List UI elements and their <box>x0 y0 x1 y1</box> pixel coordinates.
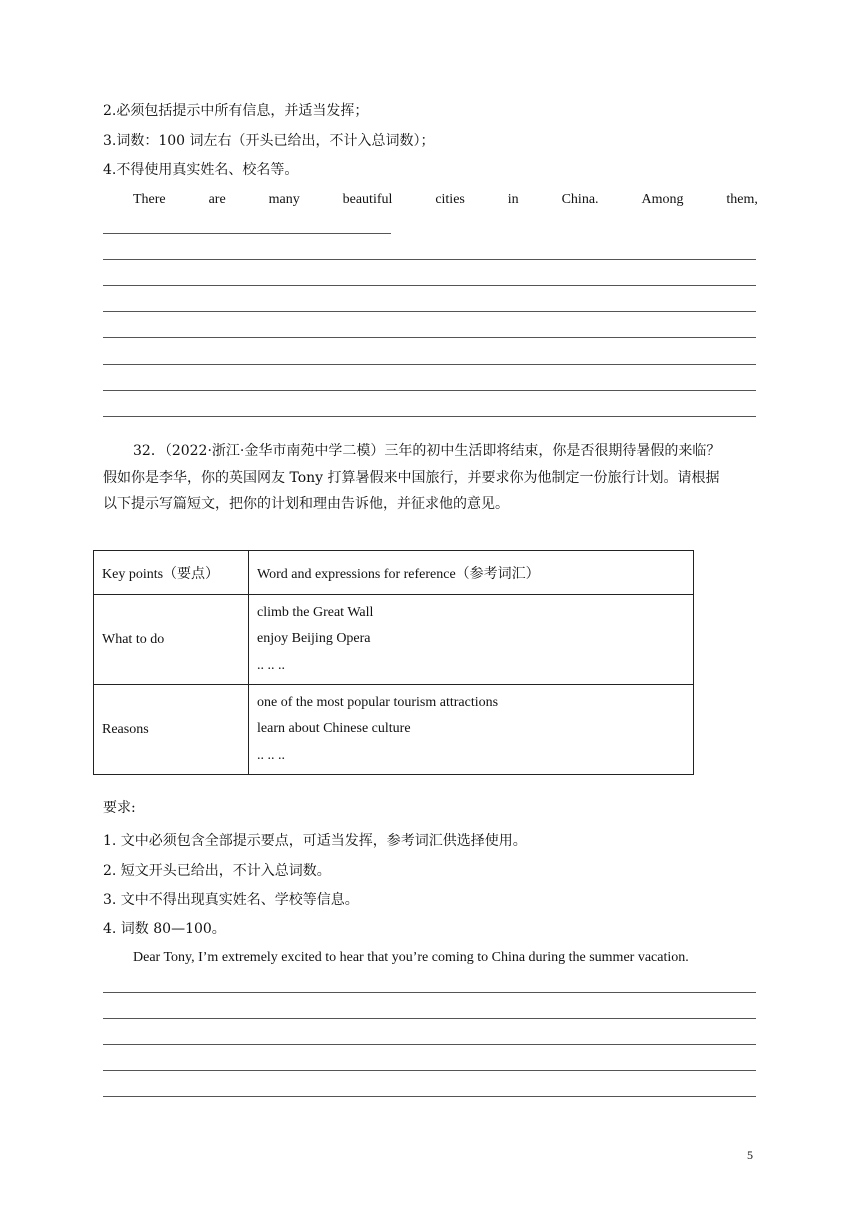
table-header-row <box>94 551 694 595</box>
reference-item: learn about Chinese culture <box>257 721 411 737</box>
reference-table <box>93 550 694 775</box>
table-key-cell: What to do <box>94 595 249 685</box>
reference-item: climb the Great Wall <box>257 604 374 620</box>
requirement-line: 2. 短文开头已给出，不计入总词数。 <box>103 863 331 879</box>
question-text: 假如你是李华，你的英国网友 Tony 打算暑假来中国旅行，并要求你为他制定一份旅行计划。请根据 <box>103 469 720 486</box>
table-row <box>94 685 694 775</box>
reference-item: .. .. .. <box>257 657 285 673</box>
opening-word: them, <box>726 192 758 207</box>
opening-word: beautiful <box>342 192 393 207</box>
requirements-title: 要求: <box>103 800 136 816</box>
requirement-line: 4. 词数 80—100。 <box>103 921 226 937</box>
question-text: 32．（2022·浙江·金华市南苑中学二模）三年的初中生活即将结束，你是否很期待暑假的来临？ <box>133 443 721 459</box>
answer-line[interactable] <box>103 1018 756 1019</box>
requirement-line: 4.不得使用真实姓名、校名等。 <box>103 162 299 178</box>
table-reference-cell <box>249 595 694 685</box>
opening-word: There <box>133 192 166 207</box>
reference-item: one of the most popular tourism attractions <box>257 694 499 710</box>
answer-line[interactable] <box>103 1044 756 1045</box>
opening-word: in <box>507 192 519 207</box>
opening-word: China. <box>561 192 599 207</box>
opening-word: cities <box>435 192 465 207</box>
answer-line[interactable] <box>103 337 756 338</box>
opening-word: many <box>268 192 300 207</box>
reference-item: enjoy Beijing Opera <box>257 631 371 647</box>
answer-line[interactable] <box>103 416 756 417</box>
answer-line[interactable] <box>103 233 391 234</box>
question-text: 以下提示写篇短文，把你的计划和理由告诉他，并征求他的意见。 <box>103 496 509 512</box>
page-number: 5 <box>747 1148 753 1162</box>
answer-line[interactable] <box>103 364 756 365</box>
requirement-line: 1. 文中必须包含全部提示要点，可适当发挥，参考词汇供选择使用。 <box>103 833 527 849</box>
essay-opening <box>133 190 758 210</box>
requirement-line: 3. 文中不得出现真实姓名、学校等信息。 <box>103 892 359 908</box>
table-header-cell: Key points（要点） <box>94 551 249 595</box>
answer-line[interactable] <box>103 259 756 260</box>
answer-line[interactable] <box>103 390 756 391</box>
answer-line[interactable] <box>103 311 756 312</box>
requirement-line: 2.必须包括提示中所有信息，并适当发挥； <box>103 103 369 119</box>
table-reference-cell <box>249 685 694 775</box>
reference-item: .. .. .. <box>257 747 285 763</box>
table-row <box>94 595 694 685</box>
answer-line[interactable] <box>103 1096 756 1097</box>
requirement-line: 3.词数：100 词左右（开头已给出，不计入总词数）； <box>103 133 435 149</box>
letter-opening: Dear Tony, I’m extremely excited to hear that you’re coming to China during the summer vacation. <box>133 950 689 965</box>
answer-line[interactable] <box>103 992 756 993</box>
question-32 <box>103 438 757 518</box>
answer-line[interactable] <box>103 1070 756 1071</box>
table-key-cell: Reasons <box>94 685 249 775</box>
opening-word: Among <box>641 192 684 207</box>
answer-line[interactable] <box>103 285 756 286</box>
table-header-cell: Word and expressions for reference（参考词汇） <box>249 551 694 595</box>
opening-word: are <box>208 192 226 207</box>
